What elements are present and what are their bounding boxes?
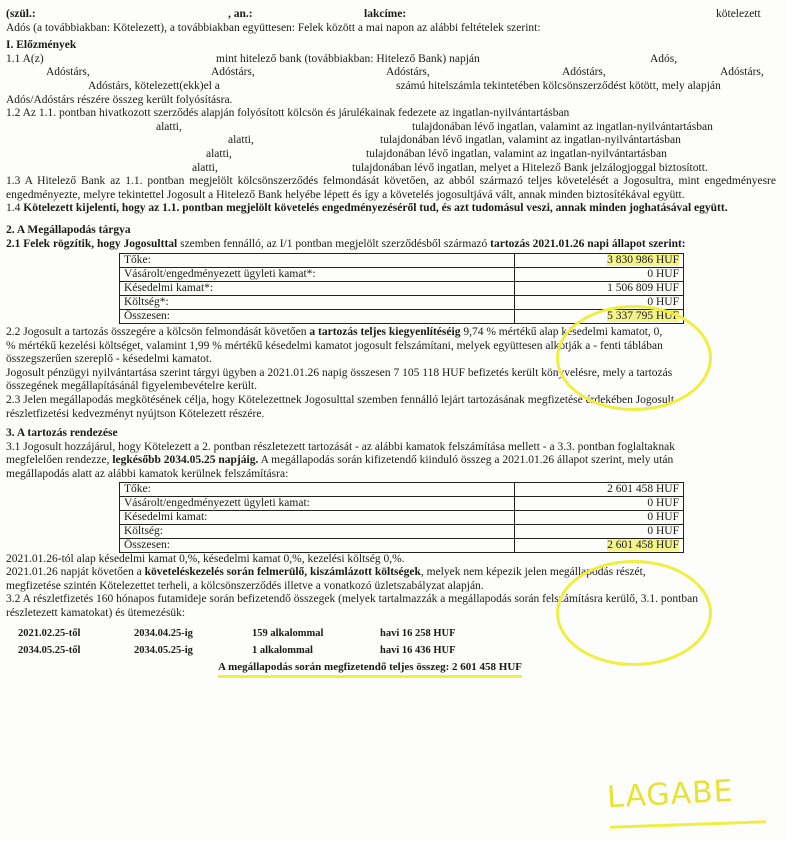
- table-row: Késedelmi kamat: 0 HUF: [120, 510, 684, 524]
- highlight-circle: [556, 560, 712, 666]
- obligor-label: kötelezett: [716, 8, 761, 20]
- mother-name-label: , an.:: [228, 8, 253, 20]
- table-row: Vásárolt/engedményezett ügyleti kamat: 0 HUF: [120, 496, 684, 510]
- p12-line3: alatti, tulajdonában lévő ingatlan, valamint az ingatlan-nyilvántartásban: [228, 134, 681, 147]
- table-row: Tőke: 2 601 458 HUF: [120, 482, 684, 496]
- birth-label: (szül.:: [6, 8, 36, 20]
- p12-line2: alatti, tulajdonában lévő ingatlan, valamint az ingatlan-nyilvántartásban: [156, 120, 713, 133]
- p32-line2: részletezett kamatokat) és ütemezésük:: [6, 607, 186, 619]
- after-line1: 2021.01.26-tól alap késedelmi kamat 0,%, késedelmi kamat 0,%, kezelési költség 0,%.: [6, 552, 405, 565]
- p22b-line1: Jogosult pénzügyi nyilvántartása szerint tárgyi ügyben a 2021.01.26 napig összesen 7 105 118 HUF befizetés került könyvelésre, mely a tartozás: [6, 366, 673, 379]
- p11-line2: Adóstárs, Adóstárs, Adóstárs, Adóstárs, Adóstárs,: [46, 66, 764, 79]
- table-row: Költség*: 0 HUF: [120, 296, 684, 310]
- p31-line2: megfelelően rendezze, legkésőbb 2034.05.25 napjáig. A megállapodás során kifizetendő kiinduló összeg a 2021.01.26 állapot szerint, mely után: [6, 454, 674, 467]
- address-label: lakcíme:: [364, 8, 407, 20]
- p31-line1: 3.1 Jogosult hozzájárul, hogy Kötelezett a 2. pontban részletezett tartozását - az alábbi kamatok felszámítása mellett - a 3.3. pontban foglaltaknak: [6, 440, 675, 453]
- p12-line5: alatti, tulajdonában lévő ingatlan, melyet a Hitelező Bank jelzálogjoggal biztosított.: [192, 161, 708, 174]
- party-line: [6, 8, 776, 22]
- p22-line3: összegszerűen szereplő - késedelmi kamatot.: [6, 353, 212, 366]
- p11-line1: 1.1 A(z) mint hitelező bank (továbbiakban: Hitelező Bank) napján Adós,: [6, 52, 678, 65]
- signature-underline: [610, 820, 766, 828]
- p12-line1: 1.2 Az 1.1. pontban hivatkozott szerződés alapján folyósított kölcsön és járulékainak fedezete az ingatlan-nyilvántartásban: [6, 107, 570, 120]
- table-row: Tőke: 3 830 986 HUF: [120, 254, 684, 268]
- handwritten-signature: LAGABE: [606, 773, 735, 816]
- after-line3: megfizetése szintén Kötelezettet terheli, a kölcsönszerződés illetve a vonatkozó üzletszabályzat alapján.: [6, 579, 484, 592]
- table-row: Összesen: 5 337 795 HUF: [120, 310, 684, 324]
- schedule-row: 2021.02.25-től 2034.04.25-ig 159 alkalommal havi 16 258 HUF: [18, 627, 456, 639]
- table-row: Költség: 0 HUF: [120, 524, 684, 538]
- schedule-row: 2034.05.25-től 2034.05.25-ig 1 alkalommal havi 16 436 HUF: [18, 644, 456, 656]
- settlement-table: [119, 482, 684, 553]
- p22b-line2: összegének megállapításánál figyelembevételre került.: [6, 380, 257, 393]
- table-row: Összesen: 2 601 458 HUF: [120, 538, 684, 552]
- p21: 2.1 Felek rögzítik, hogy Jogosulttal szemben fennálló, az I/1 pontban megjelölt szerződésből származó tartozás 2021.01.26 napi állapot szerint:: [6, 237, 686, 250]
- p22-line1: 2.2 Jogosult a tartozás összegére a kölcsön felmondását követően a tartozás teljes kiegyenlítéséig 9,74 % mértékű alap késedelmi kamatot, 0,: [6, 326, 663, 339]
- p31-line3: megállapodás alatt az alábbi kamatok kerülnek felszámításra:: [6, 468, 289, 481]
- after-line2: 2021.01.26 napját követően a követeléskezelés során felmerülő, kiszámlázott költségek, melyek nem képezik jelen megállapodás részét,: [6, 566, 646, 579]
- parties-line: Adós (a továbbiakban: Kötelezett), a továbbiakban együttesen: Felek között a mai napon az alábbi feltételek szerint:: [6, 21, 541, 34]
- p14: 1.4 Kötelezett kijelenti, hogy az 1.1. pontban megjelölt követelés engedményezéséről tud, és azt tudomásul veszi, annak minden joghatásával együtt.: [6, 202, 728, 215]
- p11-line3: Adóstárs, kötelezett(ekk)el a számú hitelszámla tekintetében kölcsönszerződést kötött, mely alapján: [88, 79, 721, 92]
- p12-line4: alatti, tulajdonában lévő ingatlan, valamint az ingatlan-nyilvántartásban: [206, 147, 667, 160]
- table-row: Késedelmi kamat*: 1 506 809 HUF: [120, 282, 684, 296]
- p11-line4: Adós/Adóstárs részére összeg került folyósításra.: [6, 93, 233, 106]
- p23-line1: 2.3 Jelen megállapodás megkötésének célja, hogy Kötelezettnek Jogosulttal szemben fennálló lejárt tartozásának megfizetése érdekében Jogosult: [6, 394, 675, 407]
- section-1-title: I. Előzmények: [6, 39, 77, 52]
- section-3-title: 3. A tartozás rendezése: [6, 427, 118, 440]
- p32-line1: 3.2 A részletfizetés 160 hónapos futamideje során befizetendő összegek (melyek tartalmazzák a megállapodás során felszámításra kerülő, 3.1. pontban: [6, 593, 698, 606]
- p22-line2: % mértékű kezelési költséget, valamint 1,99 % mértékű késedelmi kamatot jogosult felszámítani, melyek együttesen alkotják a - fenti táblában: [6, 339, 663, 352]
- section-2-title: 2. A Megállapodás tárgya: [6, 223, 131, 236]
- table-row: Vásárolt/engedményezett ügyleti kamat*: 0 HUF: [120, 268, 684, 282]
- p23-line2: részletfizetési kedvezményt nyújtson Kötelezett részére.: [6, 407, 265, 420]
- total-amount: A megállapodás során megfizetendő teljes összeg: 2 601 458 HUF: [218, 661, 522, 679]
- highlight-circle: [556, 305, 712, 411]
- p13: 1.3 A Hitelező Bank az 1.1. pontban megjelölt kölcsönszerződés felmondását követően, az abból származó teljes követelését a Jogosultra, mint engedményesre engedményezte, melyre tekintettel Jogosult a Hitelező Bank helyébe lépett és így a követelés jogosultjává vált, annak minden biztosítékával együtt.: [6, 175, 776, 201]
